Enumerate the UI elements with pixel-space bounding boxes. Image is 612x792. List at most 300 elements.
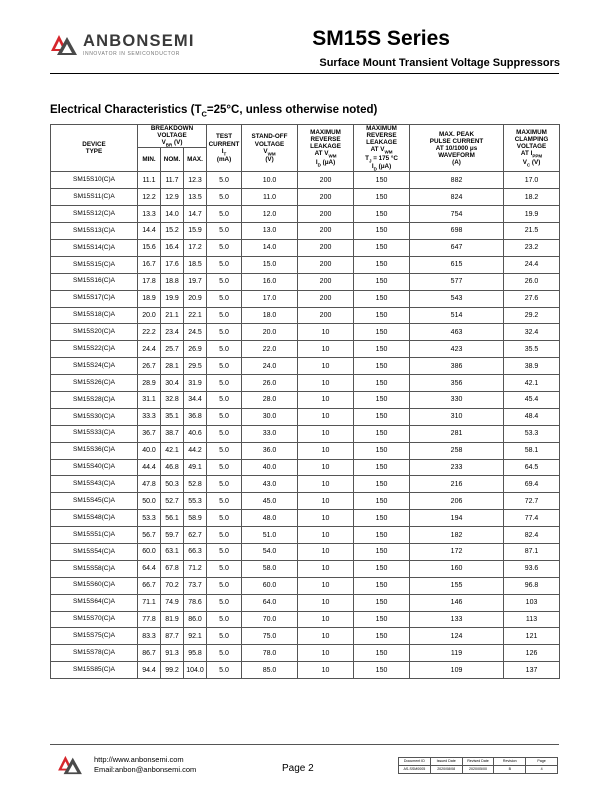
peak-current-cell: 577 bbox=[410, 273, 504, 290]
clamping-voltage-cell: 38.9 bbox=[504, 358, 560, 375]
device-type-cell: SM15S24(C)A bbox=[51, 358, 138, 375]
leakage-cell: 10 bbox=[298, 358, 354, 375]
vbr-nom-cell: 14.0 bbox=[161, 206, 184, 223]
leakage-175c-cell: 150 bbox=[354, 391, 410, 408]
device-type-cell: SM15S43(C)A bbox=[51, 476, 138, 493]
vbr-min-cell: 16.7 bbox=[138, 256, 161, 273]
leakage-cell: 200 bbox=[298, 172, 354, 189]
vbr-min-cell: 47.8 bbox=[138, 476, 161, 493]
vbr-max-cell: 78.6 bbox=[184, 594, 207, 611]
table-row bbox=[51, 527, 560, 544]
device-type-cell: SM15S16(C)A bbox=[51, 273, 138, 290]
vbr-max-cell: 55.3 bbox=[184, 493, 207, 510]
company-logo bbox=[50, 31, 215, 63]
clamping-voltage-cell: 48.4 bbox=[504, 408, 560, 425]
doc-header-cell: Revision bbox=[494, 758, 526, 766]
clamping-voltage-cell: 82.4 bbox=[504, 527, 560, 544]
device-type-cell: SM15S28(C)A bbox=[51, 391, 138, 408]
standoff-voltage-cell: 22.0 bbox=[242, 341, 298, 358]
peak-current-cell: 698 bbox=[410, 223, 504, 240]
vbr-max-cell: 66.3 bbox=[184, 543, 207, 560]
vbr-nom-cell: 32.8 bbox=[161, 391, 184, 408]
leakage-cell: 10 bbox=[298, 476, 354, 493]
vbr-nom-cell: 52.7 bbox=[161, 493, 184, 510]
leakage-cell: 10 bbox=[298, 628, 354, 645]
device-type-cell: SM15S45(C)A bbox=[51, 493, 138, 510]
standoff-voltage-cell: 75.0 bbox=[242, 628, 298, 645]
table-row bbox=[51, 358, 560, 375]
table-row bbox=[51, 273, 560, 290]
clamping-voltage-cell: 18.2 bbox=[504, 189, 560, 206]
vbr-min-cell: 71.1 bbox=[138, 594, 161, 611]
test-current-cell: 5.0 bbox=[207, 223, 242, 240]
table-body bbox=[51, 172, 560, 679]
doc-header-cell: Revised Date bbox=[462, 758, 494, 766]
vbr-min-cell: 15.6 bbox=[138, 239, 161, 256]
vbr-nom-cell: 38.7 bbox=[161, 425, 184, 442]
device-type-cell: SM15S10(C)A bbox=[51, 172, 138, 189]
vbr-nom-cell: 70.2 bbox=[161, 577, 184, 594]
vbr-max-cell: 26.9 bbox=[184, 341, 207, 358]
vbr-min-cell: 18.9 bbox=[138, 290, 161, 307]
clamping-voltage-cell: 87.1 bbox=[504, 543, 560, 560]
leakage-cell: 10 bbox=[298, 645, 354, 662]
vbr-max-cell: 62.7 bbox=[184, 527, 207, 544]
vbr-nom-cell: 74.9 bbox=[161, 594, 184, 611]
test-current-cell: 5.0 bbox=[207, 358, 242, 375]
peak-current-cell: 386 bbox=[410, 358, 504, 375]
device-type-cell: SM15S18(C)A bbox=[51, 307, 138, 324]
standoff-voltage-cell: 58.0 bbox=[242, 560, 298, 577]
clamping-voltage-cell: 45.4 bbox=[504, 391, 560, 408]
peak-current-cell: 281 bbox=[410, 425, 504, 442]
test-current-cell: 5.0 bbox=[207, 662, 242, 679]
table-row bbox=[51, 662, 560, 679]
table-row bbox=[51, 560, 560, 577]
footer-email-link[interactable]: Email:anbon@anbonsemi.com bbox=[94, 765, 197, 774]
test-current-cell: 5.0 bbox=[207, 628, 242, 645]
leakage-175c-cell: 150 bbox=[354, 459, 410, 476]
vbr-min-cell: 50.0 bbox=[138, 493, 161, 510]
vbr-nom-cell: 25.7 bbox=[161, 341, 184, 358]
vbr-max-cell: 52.8 bbox=[184, 476, 207, 493]
leakage-cell: 10 bbox=[298, 611, 354, 628]
device-type-cell: SM15S20(C)A bbox=[51, 324, 138, 341]
vbr-max-cell: 73.7 bbox=[184, 577, 207, 594]
table-row bbox=[51, 459, 560, 476]
device-type-cell: SM15S14(C)A bbox=[51, 239, 138, 256]
leakage-175c-cell: 150 bbox=[354, 611, 410, 628]
vbr-min-cell: 13.3 bbox=[138, 206, 161, 223]
leakage-cell: 10 bbox=[298, 408, 354, 425]
vbr-max-cell: 29.5 bbox=[184, 358, 207, 375]
peak-current-cell: 356 bbox=[410, 375, 504, 392]
leakage-cell: 200 bbox=[298, 273, 354, 290]
peak-current-cell: 423 bbox=[410, 341, 504, 358]
leakage-175c-cell: 150 bbox=[354, 594, 410, 611]
leakage-cell: 200 bbox=[298, 256, 354, 273]
standoff-voltage-cell: 40.0 bbox=[242, 459, 298, 476]
leakage-175c-cell: 150 bbox=[354, 645, 410, 662]
standoff-voltage-cell: 51.0 bbox=[242, 527, 298, 544]
header-min: MIN. bbox=[138, 148, 161, 172]
standoff-voltage-cell: 60.0 bbox=[242, 577, 298, 594]
leakage-cell: 200 bbox=[298, 223, 354, 240]
footer-website-link[interactable]: http://www.anbonsemi.com bbox=[94, 755, 184, 764]
clamping-voltage-cell: 32.4 bbox=[504, 324, 560, 341]
peak-current-cell: 160 bbox=[410, 560, 504, 577]
peak-current-cell: 882 bbox=[410, 172, 504, 189]
leakage-cell: 10 bbox=[298, 375, 354, 392]
table-row bbox=[51, 493, 560, 510]
test-current-cell: 5.0 bbox=[207, 476, 242, 493]
leakage-175c-cell: 150 bbox=[354, 662, 410, 679]
test-current-cell: 5.0 bbox=[207, 560, 242, 577]
device-type-cell: SM15S17(C)A bbox=[51, 290, 138, 307]
clamping-voltage-cell: 137 bbox=[504, 662, 560, 679]
vbr-min-cell: 53.3 bbox=[138, 510, 161, 527]
test-current-cell: 5.0 bbox=[207, 189, 242, 206]
vbr-nom-cell: 56.1 bbox=[161, 510, 184, 527]
leakage-175c-cell: 150 bbox=[354, 560, 410, 577]
table-row bbox=[51, 425, 560, 442]
standoff-voltage-cell: 43.0 bbox=[242, 476, 298, 493]
table-row bbox=[51, 510, 560, 527]
leakage-cell: 10 bbox=[298, 341, 354, 358]
peak-current-cell: 754 bbox=[410, 206, 504, 223]
leakage-cell: 10 bbox=[298, 594, 354, 611]
standoff-voltage-cell: 16.0 bbox=[242, 273, 298, 290]
peak-current-cell: 194 bbox=[410, 510, 504, 527]
test-current-cell: 5.0 bbox=[207, 273, 242, 290]
clamping-voltage-cell: 42.1 bbox=[504, 375, 560, 392]
peak-current-cell: 182 bbox=[410, 527, 504, 544]
vbr-max-cell: 49.1 bbox=[184, 459, 207, 476]
header-reverse-leakage-175c: MAXIMUM REVERSE LEAKAGE AT $V_{WM}$ $T_J = 175$ °C $I_D$ (μA) bbox=[354, 125, 410, 172]
header-device-type: DEVICE TYPE bbox=[51, 125, 138, 172]
product-subtitle: Surface Mount Transient Voltage Suppressors bbox=[319, 57, 560, 69]
vbr-min-cell: 31.1 bbox=[138, 391, 161, 408]
clamping-voltage-cell: 58.1 bbox=[504, 442, 560, 459]
standoff-voltage-cell: 20.0 bbox=[242, 324, 298, 341]
leakage-175c-cell: 150 bbox=[354, 273, 410, 290]
leakage-cell: 200 bbox=[298, 307, 354, 324]
peak-current-cell: 119 bbox=[410, 645, 504, 662]
clamping-voltage-cell: 17.0 bbox=[504, 172, 560, 189]
leakage-175c-cell: 150 bbox=[354, 256, 410, 273]
device-type-cell: SM15S12(C)A bbox=[51, 206, 138, 223]
clamping-voltage-cell: 26.0 bbox=[504, 273, 560, 290]
vbr-nom-cell: 23.4 bbox=[161, 324, 184, 341]
leakage-175c-cell: 150 bbox=[354, 189, 410, 206]
leakage-cell: 10 bbox=[298, 543, 354, 560]
device-type-cell: SM15S13(C)A bbox=[51, 223, 138, 240]
standoff-voltage-cell: 11.0 bbox=[242, 189, 298, 206]
table-row bbox=[51, 189, 560, 206]
device-type-cell: SM15S60(C)A bbox=[51, 577, 138, 594]
header-max-reverse-leakage: MAXIMUM REVERSE LEAKAGE AT $V_{WM}$ $I_D$ (μA) bbox=[298, 125, 354, 172]
peak-current-cell: 146 bbox=[410, 594, 504, 611]
leakage-cell: 200 bbox=[298, 290, 354, 307]
peak-current-cell: 330 bbox=[410, 391, 504, 408]
leakage-175c-cell: 150 bbox=[354, 223, 410, 240]
peak-current-cell: 124 bbox=[410, 628, 504, 645]
logo-tagline: INNOVATOR IN SEMICONDUCTOR bbox=[83, 51, 180, 57]
clamping-voltage-cell: 113 bbox=[504, 611, 560, 628]
clamping-voltage-cell: 121 bbox=[504, 628, 560, 645]
vbr-nom-cell: 50.3 bbox=[161, 476, 184, 493]
footer-divider bbox=[50, 744, 559, 745]
standoff-voltage-cell: 45.0 bbox=[242, 493, 298, 510]
vbr-max-cell: 19.7 bbox=[184, 273, 207, 290]
peak-current-cell: 172 bbox=[410, 543, 504, 560]
clamping-voltage-cell: 77.4 bbox=[504, 510, 560, 527]
doc-header-cell: Page bbox=[526, 758, 558, 766]
test-current-cell: 5.0 bbox=[207, 375, 242, 392]
vbr-min-cell: 14.4 bbox=[138, 223, 161, 240]
leakage-175c-cell: 150 bbox=[354, 408, 410, 425]
vbr-min-cell: 20.0 bbox=[138, 307, 161, 324]
header-clamping-voltage: MAXIMUM CLAMPING VOLTAGE AT $I_{PPM}$ $V_C$ (V) bbox=[504, 125, 560, 172]
standoff-voltage-cell: 30.0 bbox=[242, 408, 298, 425]
standoff-voltage-cell: 48.0 bbox=[242, 510, 298, 527]
clamping-voltage-cell: 27.6 bbox=[504, 290, 560, 307]
device-type-cell: SM15S78(C)A bbox=[51, 645, 138, 662]
leakage-175c-cell: 150 bbox=[354, 628, 410, 645]
standoff-voltage-cell: 36.0 bbox=[242, 442, 298, 459]
standoff-voltage-cell: 85.0 bbox=[242, 662, 298, 679]
table-row bbox=[51, 290, 560, 307]
peak-current-cell: 514 bbox=[410, 307, 504, 324]
clamping-voltage-cell: 93.6 bbox=[504, 560, 560, 577]
vbr-min-cell: 26.7 bbox=[138, 358, 161, 375]
test-current-cell: 5.0 bbox=[207, 391, 242, 408]
vbr-max-cell: 36.8 bbox=[184, 408, 207, 425]
device-type-cell: SM15S85(C)A bbox=[51, 662, 138, 679]
vbr-max-cell: 12.3 bbox=[184, 172, 207, 189]
device-type-cell: SM15S30(C)A bbox=[51, 408, 138, 425]
device-type-cell: SM15S22(C)A bbox=[51, 341, 138, 358]
vbr-nom-cell: 59.7 bbox=[161, 527, 184, 544]
test-current-cell: 5.0 bbox=[207, 611, 242, 628]
leakage-cell: 10 bbox=[298, 425, 354, 442]
leakage-175c-cell: 150 bbox=[354, 577, 410, 594]
vbr-min-cell: 40.0 bbox=[138, 442, 161, 459]
logo-mark-icon bbox=[50, 33, 78, 57]
header-breakdown-voltage: BREAKDOWN VOLTAGE $V_{BR}$ (V) bbox=[138, 125, 207, 148]
peak-current-cell: 216 bbox=[410, 476, 504, 493]
leakage-cell: 10 bbox=[298, 560, 354, 577]
test-current-cell: 5.0 bbox=[207, 307, 242, 324]
device-type-cell: SM15S51(C)A bbox=[51, 527, 138, 544]
vbr-min-cell: 44.4 bbox=[138, 459, 161, 476]
standoff-voltage-cell: 33.0 bbox=[242, 425, 298, 442]
clamping-voltage-cell: 21.5 bbox=[504, 223, 560, 240]
vbr-nom-cell: 19.9 bbox=[161, 290, 184, 307]
vbr-nom-cell: 18.8 bbox=[161, 273, 184, 290]
leakage-cell: 10 bbox=[298, 459, 354, 476]
standoff-voltage-cell: 15.0 bbox=[242, 256, 298, 273]
leakage-175c-cell: 150 bbox=[354, 543, 410, 560]
leakage-175c-cell: 150 bbox=[354, 510, 410, 527]
device-type-cell: SM15S48(C)A bbox=[51, 510, 138, 527]
doc-value-cell: 4 bbox=[526, 766, 558, 774]
vbr-nom-cell: 46.8 bbox=[161, 459, 184, 476]
test-current-cell: 5.0 bbox=[207, 290, 242, 307]
test-current-cell: 5.0 bbox=[207, 510, 242, 527]
peak-current-cell: 109 bbox=[410, 662, 504, 679]
test-current-cell: 5.0 bbox=[207, 324, 242, 341]
leakage-cell: 200 bbox=[298, 239, 354, 256]
standoff-voltage-cell: 54.0 bbox=[242, 543, 298, 560]
vbr-max-cell: 18.5 bbox=[184, 256, 207, 273]
standoff-voltage-cell: 13.0 bbox=[242, 223, 298, 240]
leakage-cell: 10 bbox=[298, 510, 354, 527]
table-row bbox=[51, 324, 560, 341]
clamping-voltage-cell: 96.8 bbox=[504, 577, 560, 594]
clamping-voltage-cell: 24.4 bbox=[504, 256, 560, 273]
leakage-cell: 200 bbox=[298, 206, 354, 223]
standoff-voltage-cell: 24.0 bbox=[242, 358, 298, 375]
peak-current-cell: 155 bbox=[410, 577, 504, 594]
vbr-max-cell: 24.5 bbox=[184, 324, 207, 341]
header-max: MAX. bbox=[184, 148, 207, 172]
peak-current-cell: 310 bbox=[410, 408, 504, 425]
table-row bbox=[51, 408, 560, 425]
doc-value-cell: AS-SSM0005 bbox=[399, 766, 431, 774]
leakage-cell: 10 bbox=[298, 493, 354, 510]
header-peak-pulse-current: MAX. PEAK PULSE CURRENT AT 10/1000 μs WAVEFORM (A) bbox=[410, 125, 504, 172]
device-type-cell: SM15S26(C)A bbox=[51, 375, 138, 392]
section-title: Electrical Characteristics ($T_C=25^\circ C$, unless otherwise noted) bbox=[50, 104, 378, 119]
device-type-cell: SM15S15(C)A bbox=[51, 256, 138, 273]
vbr-nom-cell: 63.1 bbox=[161, 543, 184, 560]
doc-value-cell: 2020/05/00 bbox=[462, 766, 494, 774]
peak-current-cell: 233 bbox=[410, 459, 504, 476]
vbr-nom-cell: 35.1 bbox=[161, 408, 184, 425]
clamping-voltage-cell: 53.3 bbox=[504, 425, 560, 442]
clamping-voltage-cell: 29.2 bbox=[504, 307, 560, 324]
leakage-175c-cell: 150 bbox=[354, 358, 410, 375]
vbr-max-cell: 34.4 bbox=[184, 391, 207, 408]
doc-value-cell: 2020/08/08 bbox=[430, 766, 462, 774]
vbr-max-cell: 95.8 bbox=[184, 645, 207, 662]
vbr-max-cell: 20.9 bbox=[184, 290, 207, 307]
vbr-max-cell: 31.9 bbox=[184, 375, 207, 392]
header-divider bbox=[50, 73, 559, 74]
vbr-nom-cell: 28.1 bbox=[161, 358, 184, 375]
header-standoff-voltage: STAND-OFF VOLTAGE $V_{WM}$ (V) bbox=[242, 125, 298, 172]
clamping-voltage-cell: 19.9 bbox=[504, 206, 560, 223]
standoff-voltage-cell: 12.0 bbox=[242, 206, 298, 223]
test-current-cell: 5.0 bbox=[207, 239, 242, 256]
table-row bbox=[51, 223, 560, 240]
peak-current-cell: 647 bbox=[410, 239, 504, 256]
vbr-min-cell: 66.7 bbox=[138, 577, 161, 594]
clamping-voltage-cell: 23.2 bbox=[504, 239, 560, 256]
vbr-nom-cell: 16.4 bbox=[161, 239, 184, 256]
vbr-max-cell: 22.1 bbox=[184, 307, 207, 324]
leakage-175c-cell: 150 bbox=[354, 493, 410, 510]
clamping-voltage-cell: 35.5 bbox=[504, 341, 560, 358]
peak-current-cell: 615 bbox=[410, 256, 504, 273]
peak-current-cell: 133 bbox=[410, 611, 504, 628]
doc-header-cell: Document ID bbox=[399, 758, 431, 766]
leakage-cell: 200 bbox=[298, 189, 354, 206]
vbr-max-cell: 40.6 bbox=[184, 425, 207, 442]
vbr-max-cell: 14.7 bbox=[184, 206, 207, 223]
test-current-cell: 5.0 bbox=[207, 459, 242, 476]
leakage-175c-cell: 150 bbox=[354, 290, 410, 307]
table-row bbox=[51, 645, 560, 662]
table-row bbox=[51, 628, 560, 645]
table-row bbox=[51, 239, 560, 256]
standoff-voltage-cell: 18.0 bbox=[242, 307, 298, 324]
peak-current-cell: 258 bbox=[410, 442, 504, 459]
vbr-nom-cell: 87.7 bbox=[161, 628, 184, 645]
table-row bbox=[51, 442, 560, 459]
vbr-nom-cell: 11.7 bbox=[161, 172, 184, 189]
device-type-cell: SM15S36(C)A bbox=[51, 442, 138, 459]
standoff-voltage-cell: 26.0 bbox=[242, 375, 298, 392]
device-type-cell: SM15S54(C)A bbox=[51, 543, 138, 560]
device-type-cell: SM15S40(C)A bbox=[51, 459, 138, 476]
vbr-nom-cell: 42.1 bbox=[161, 442, 184, 459]
vbr-nom-cell: 99.2 bbox=[161, 662, 184, 679]
vbr-max-cell: 15.9 bbox=[184, 223, 207, 240]
device-type-cell: SM15S70(C)A bbox=[51, 611, 138, 628]
vbr-max-cell: 58.9 bbox=[184, 510, 207, 527]
vbr-max-cell: 86.0 bbox=[184, 611, 207, 628]
clamping-voltage-cell: 126 bbox=[504, 645, 560, 662]
table-row bbox=[51, 577, 560, 594]
leakage-175c-cell: 150 bbox=[354, 206, 410, 223]
vbr-min-cell: 86.7 bbox=[138, 645, 161, 662]
device-type-cell: SM15S64(C)A bbox=[51, 594, 138, 611]
test-current-cell: 5.0 bbox=[207, 493, 242, 510]
test-current-cell: 5.0 bbox=[207, 527, 242, 544]
leakage-175c-cell: 150 bbox=[354, 172, 410, 189]
vbr-max-cell: 71.2 bbox=[184, 560, 207, 577]
leakage-cell: 10 bbox=[298, 391, 354, 408]
test-current-cell: 5.0 bbox=[207, 645, 242, 662]
table-row bbox=[51, 391, 560, 408]
leakage-175c-cell: 150 bbox=[354, 476, 410, 493]
table-row bbox=[51, 341, 560, 358]
table-row bbox=[51, 256, 560, 273]
doc-header-cell: Issued Date bbox=[430, 758, 462, 766]
vbr-nom-cell: 21.1 bbox=[161, 307, 184, 324]
leakage-cell: 10 bbox=[298, 662, 354, 679]
vbr-max-cell: 92.1 bbox=[184, 628, 207, 645]
vbr-min-cell: 11.1 bbox=[138, 172, 161, 189]
vbr-max-cell: 13.5 bbox=[184, 189, 207, 206]
standoff-voltage-cell: 64.0 bbox=[242, 594, 298, 611]
table-row bbox=[51, 611, 560, 628]
vbr-nom-cell: 91.3 bbox=[161, 645, 184, 662]
logo-wordmark: ANBONSEMI bbox=[83, 32, 195, 50]
table-row bbox=[51, 206, 560, 223]
electrical-characteristics-table bbox=[50, 124, 560, 679]
vbr-nom-cell: 30.4 bbox=[161, 375, 184, 392]
page-number: Page 2 bbox=[282, 763, 314, 774]
vbr-min-cell: 24.4 bbox=[138, 341, 161, 358]
footer-logo-icon bbox=[55, 754, 85, 776]
table-row bbox=[51, 375, 560, 392]
standoff-voltage-cell: 28.0 bbox=[242, 391, 298, 408]
test-current-cell: 5.0 bbox=[207, 425, 242, 442]
leakage-cell: 10 bbox=[298, 324, 354, 341]
